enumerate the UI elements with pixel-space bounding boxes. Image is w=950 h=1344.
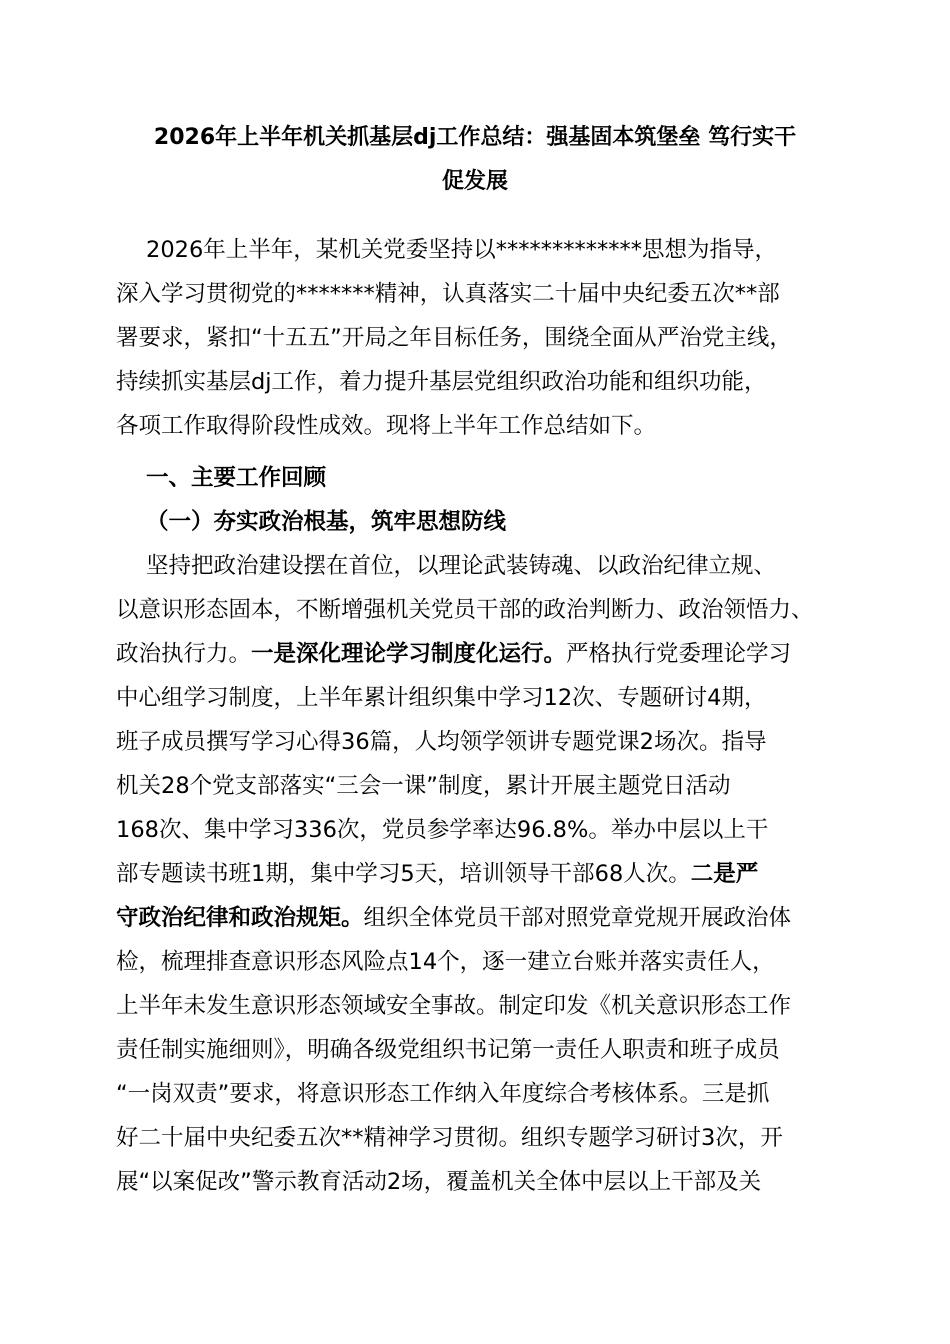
intro-line: 2026年上半年，某机关党委坚持以*************思想为指导， bbox=[146, 237, 778, 263]
body-line bbox=[116, 896, 846, 940]
body-text: 严格执行党委理论学习 bbox=[566, 641, 792, 667]
document-title-line-1: 2026年上半年机关抓基层dj工作总结：强基固本筑堡垒 笃行实干 bbox=[153, 125, 797, 150]
body-line: 机关28个党支部落实“三会一课”制度，累计开展主题党日活动 bbox=[116, 773, 731, 799]
document-title-line-2: 促发展 bbox=[441, 169, 508, 194]
body-text: 部专题读书班1期，集中学习5天，培训领导干部68人次。 bbox=[116, 861, 691, 887]
intro-line: 署要求，紧扣“十五五”开局之年目标任务，围绕全面从严治党主线， bbox=[116, 325, 792, 351]
bold-point-2-start: 二是严 bbox=[690, 861, 759, 887]
body-line: 好二十届中央纪委五次**精神学习贯彻。组织专题学习研讨3次，开 bbox=[116, 1125, 783, 1151]
intro-line: 各项工作取得阶段性成效。现将上半年工作总结如下。 bbox=[116, 413, 657, 439]
body-line bbox=[116, 852, 846, 896]
bold-point-2-end: 守政治纪律和政治规矩。 bbox=[116, 905, 364, 931]
body-line: 检，梳理排查意识形态风险点14个，逐一建立台账并落实责任人， bbox=[116, 949, 775, 975]
intro-line: 深入学习贯彻党的*******精神，认真落实二十届中央纪委五次**部 bbox=[116, 281, 780, 307]
bold-point-1: 一是深化理论学习制度化运行。 bbox=[251, 641, 567, 667]
body-line: 168次、集中学习336次，党员参学率达96.8%。举办中层以上干 bbox=[116, 817, 769, 843]
body-line: “一岗双责”要求，将意识形态工作纳入年度综合考核体系。三是抓 bbox=[116, 1081, 770, 1107]
body-line: 以意识形态固本，不断增强机关党员干部的政治判断力、政治领悟力、 bbox=[116, 597, 814, 623]
body-line: 上半年未发生意识形态领域安全事故。制定印发《机关意识形态工作 bbox=[116, 993, 792, 1019]
intro-line: 持续抓实基层dj工作，着力提升基层党组织政治功能和组织功能， bbox=[116, 369, 767, 395]
subsection-heading: （一）夯实政治根基，筑牢思想防线 bbox=[146, 509, 507, 535]
body-line: 责任制实施细则》，明确各级党组织书记第一责任人职责和班子成员 bbox=[116, 1037, 780, 1063]
body-line: 班子成员撰写学习心得36篇，人均领学领讲专题党课2场次。指导 bbox=[116, 729, 767, 755]
body-text: 政治执行力。 bbox=[116, 641, 252, 667]
body-line: 中心组学习制度，上半年累计组织集中学习12次、专题研讨4期， bbox=[116, 685, 767, 711]
body-line: 展“以案促改”警示教育活动2场，覆盖机关全体中层以上干部及关 bbox=[116, 1169, 762, 1195]
body-text: 组织全体党员干部对照党章党规开展政治体 bbox=[363, 905, 792, 931]
section-heading: 一、主要工作回顾 bbox=[146, 465, 327, 491]
body-line: 坚持把政治建设摆在首位，以理论武装铸魂、以政治纪律立规、 bbox=[146, 553, 777, 579]
body-line bbox=[116, 632, 846, 676]
